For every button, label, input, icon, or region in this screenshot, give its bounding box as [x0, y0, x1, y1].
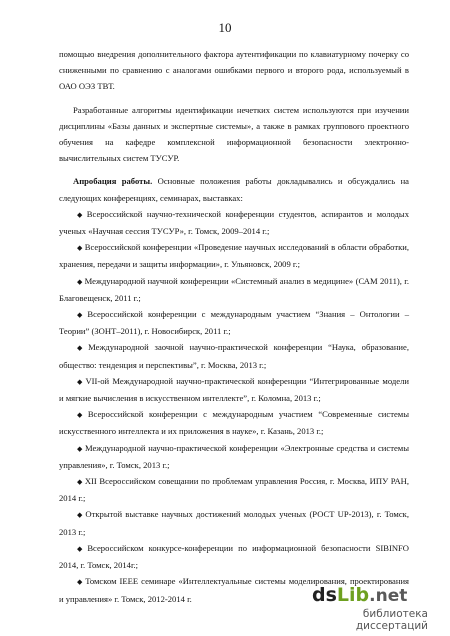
conference-item: ◆ Международной научно-практической конференции «Электронные средства и системы управления», г. Томск, 2013 г.;: [59, 442, 409, 470]
text-body: [59, 46, 409, 607]
bullet-icon: ◆: [77, 444, 83, 453]
conference-item: ◆ Международной научной конференции «Системный анализ в медицине» (САМ 2011), г. Благовещенск, 2011 г.;: [59, 275, 409, 303]
bullet-icon: ◆: [77, 478, 83, 487]
bullet-icon: ◆: [77, 511, 84, 520]
paragraph-1: помощью внедрения дополнительного фактора аутентификации по клавиатурному почерку со сниженными по сравнению с аналогами ошибками первого и второго рода, используемый в ОАО ОЭЗ ТВТ.: [59, 49, 409, 92]
bullet-icon: ◆: [77, 544, 86, 553]
conference-item: ◆ XII Всероссийском совещании по проблемам управления Россия, г. Москва, ИПУ РАН, 2014 г.;: [59, 476, 409, 504]
bullet-icon: ◆: [77, 210, 85, 219]
dslib-watermark: [288, 584, 428, 632]
conference-list: [59, 206, 409, 607]
bullet-icon: ◆: [77, 277, 83, 286]
approbation-heading: Апробация работы.: [73, 176, 153, 187]
conference-item: ◆ Всероссийской конференции «Проведение научных исследований в области обработки, хранения, передачи и защиты информации», г. Ульяновск, 2009 г.;: [59, 242, 409, 270]
dslib-logo: dsLib.net: [312, 584, 408, 606]
conference-item: ◆ VII-ой Международной научно-практической конференции “Интегрированные модели и мягкие вычисления в искусственном интеллекте”, г. Коломна, 2013 г.;: [59, 375, 409, 404]
bullet-icon: ◆: [77, 578, 84, 587]
conference-item: ◆ Всероссийском конкурсе-конференции по информационной безопасности SIBINFO 2014, г. Томск, 2014г.;: [59, 542, 410, 571]
conference-item: ◆ Всероссийской научно-технической конференции студентов, аспирантов и молодых ученых «Научная сессия ТУСУР», г. Томск, 2009–2014 г.;: [59, 208, 409, 237]
bullet-icon: ◆: [77, 344, 87, 353]
watermark-caption: библиотека диссертаций: [355, 608, 428, 632]
paragraph-approbation: [59, 173, 409, 205]
conference-item: ◆ Открытой выставке научных достижений молодых ученых (РОСТ UP-2013), г. Томск, 2013 г.;: [59, 509, 409, 537]
bullet-icon: ◆: [77, 411, 86, 420]
conference-item: ◆ Международной заочной научно-практической конференции “Наука, образование, общество: тенденция и перспективы”, г. Москва, 2013 г.;: [59, 342, 409, 370]
conference-item: ◆ Томском IEEE семинаре «Интеллектуальные системы моделирования, проектирования и управления» г. Томск, 2012-2014 г.: [59, 576, 409, 604]
conference-item: ◆ Всероссийской конференции с международным участием “Знания – Онтологии – Теории” (ЗОНТ–2011), г. Новосибирск, 2011 г.;: [59, 309, 410, 337]
paragraph-2: Разработанные алгоритмы идентификации нечетких систем используются при изучении дисциплины «Базы данных и экспертные системы», а также в рамках группового проектного обучения на кафедре комплексной информационной безопасности электронно-вычислительных систем ТУСУР.: [59, 104, 409, 164]
approbation-text: Основные положения работы докладывались и обсуждались на следующих конференциях, семинарах, выставках:: [59, 176, 409, 203]
bullet-icon: ◆: [77, 311, 86, 320]
page-number: 10: [218, 20, 232, 35]
bullet-icon: ◆: [77, 377, 84, 386]
conference-item: ◆ Всероссийской конференции с международным участием “Современные системы искусственного интеллекта и их приложения в науке», г. Казань, 2013 г.;: [59, 409, 409, 437]
bullet-icon: ◆: [77, 244, 83, 253]
